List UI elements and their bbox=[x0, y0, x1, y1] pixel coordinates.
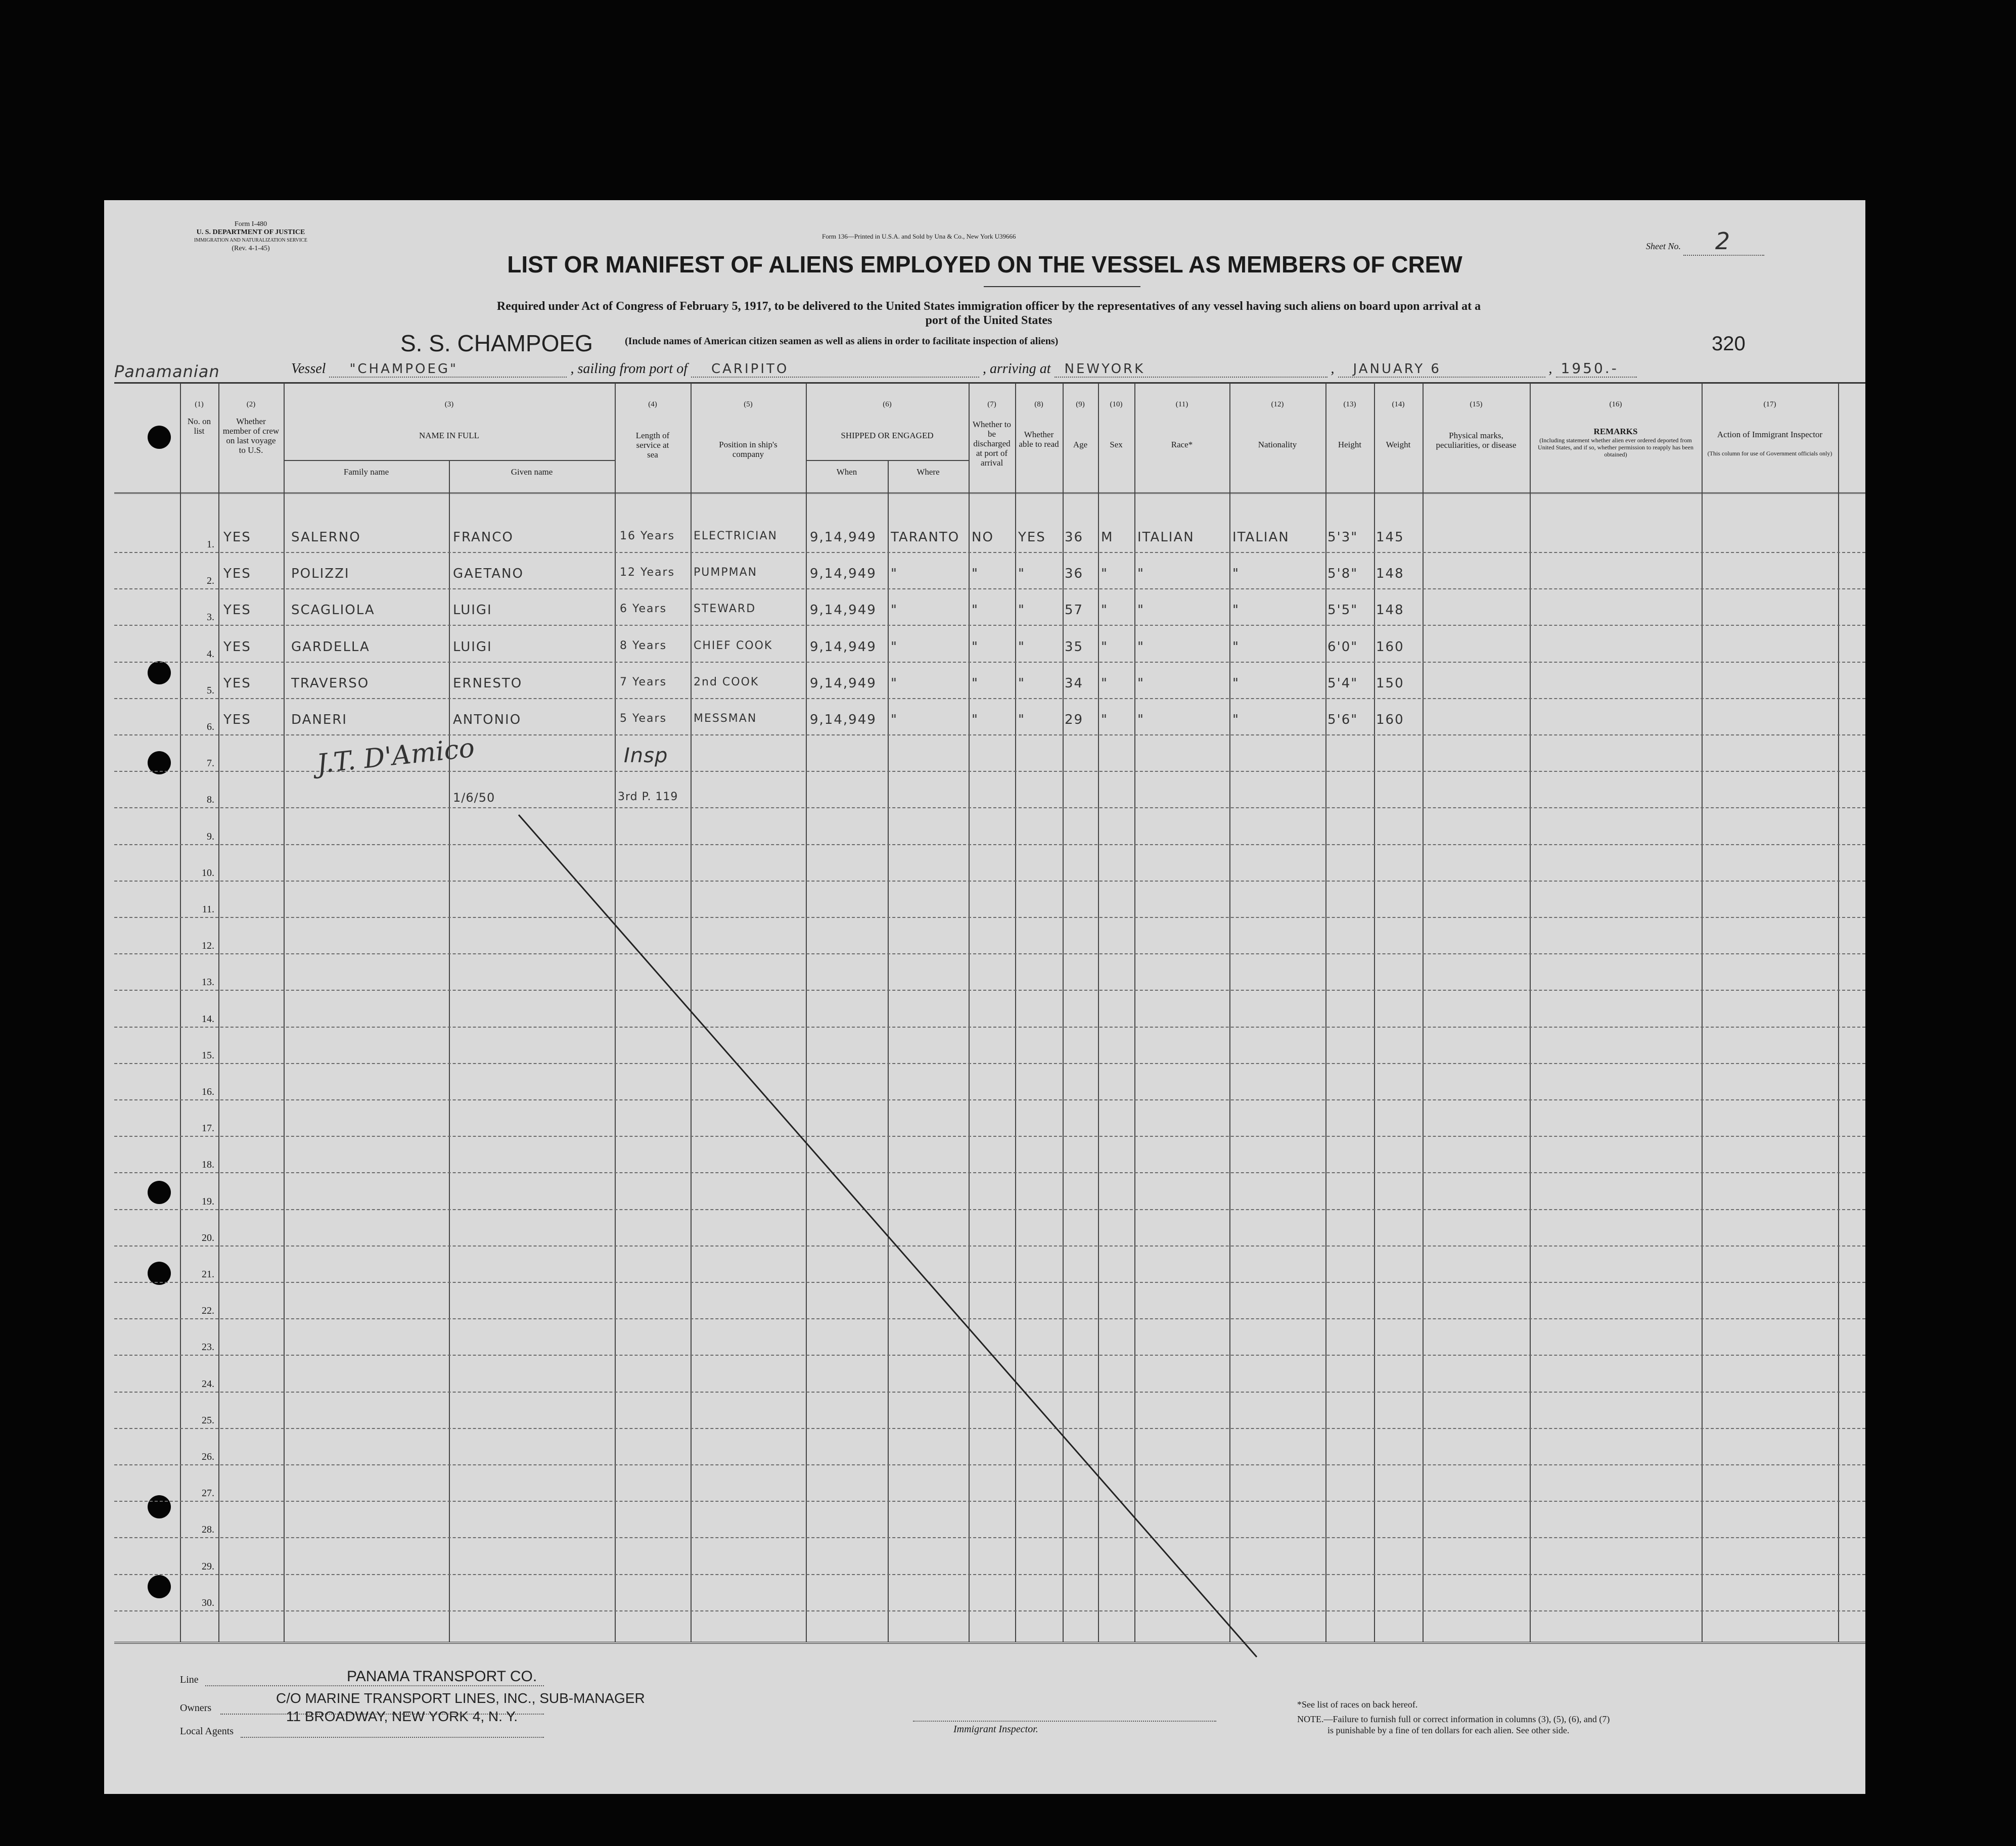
row-number: 19. bbox=[202, 1195, 214, 1207]
crew-prev-voyage[interactable]: YES bbox=[223, 712, 251, 727]
line-dots bbox=[205, 1685, 544, 1686]
crew-shipped-where[interactable]: " bbox=[891, 566, 898, 582]
crew-discharge[interactable]: " bbox=[972, 603, 979, 618]
crew-nationality[interactable]: " bbox=[1232, 603, 1240, 618]
row-number: 6. bbox=[207, 721, 214, 732]
crew-prev-voyage[interactable]: YES bbox=[223, 675, 251, 691]
crew-nationality[interactable]: " bbox=[1232, 712, 1240, 727]
line-value: PANAMA TRANSPORT CO. bbox=[347, 1668, 537, 1685]
stamp-number: 320 bbox=[1712, 333, 1746, 355]
crew-position[interactable]: 2nd COOK bbox=[694, 675, 759, 688]
agents-label: Local Agents bbox=[180, 1726, 234, 1737]
crew-sex[interactable]: " bbox=[1101, 639, 1108, 655]
row-number: 30. bbox=[202, 1597, 214, 1608]
form-revision: (Rev. 4-1-45) bbox=[232, 245, 270, 252]
row-number: 26. bbox=[202, 1451, 214, 1462]
crew-height[interactable]: 5'6" bbox=[1327, 712, 1358, 727]
owners-label: Owners bbox=[180, 1702, 212, 1714]
row-number: 15. bbox=[202, 1049, 214, 1061]
crew-weight[interactable]: 145 bbox=[1376, 530, 1404, 545]
row-number: 29. bbox=[202, 1560, 214, 1572]
col-17-sub: (This column for use of Government officials only) bbox=[1707, 450, 1832, 457]
crew-height[interactable]: 5'8" bbox=[1327, 566, 1358, 582]
col-6-num: (6) bbox=[883, 400, 892, 408]
row-number: 8. bbox=[207, 794, 214, 806]
crew-shipped-where[interactable]: " bbox=[891, 603, 898, 618]
crew-read[interactable]: " bbox=[1018, 675, 1025, 691]
crew-given-name[interactable]: LUIGI bbox=[453, 639, 492, 655]
footer-note bbox=[1297, 1714, 1610, 1736]
crew-family-name[interactable]: POLIZZI bbox=[291, 566, 350, 582]
crew-race[interactable]: " bbox=[1137, 712, 1144, 727]
crew-read[interactable]: " bbox=[1018, 603, 1025, 618]
crew-shipped-when[interactable]: 9,14,949 bbox=[810, 530, 877, 545]
col-8-num: (8) bbox=[1034, 400, 1043, 408]
row-number: 25. bbox=[202, 1414, 214, 1426]
crew-read[interactable]: YES bbox=[1018, 530, 1046, 545]
row-number: 4. bbox=[207, 648, 214, 660]
department-name: U. S. DEPARTMENT OF JUSTICE bbox=[196, 228, 305, 236]
note-label: NOTE. bbox=[1297, 1714, 1324, 1724]
crew-sex[interactable]: " bbox=[1101, 603, 1108, 618]
crew-shipped-when[interactable]: 9,14,949 bbox=[810, 712, 877, 727]
crew-position[interactable]: ELECTRICIAN bbox=[694, 530, 777, 542]
col-16-label: REMARKS bbox=[1593, 427, 1638, 436]
col-9-label: Age bbox=[1073, 440, 1088, 449]
col-4-label: Length of service at sea bbox=[635, 431, 670, 459]
sheet-value[interactable]: 2 bbox=[1683, 227, 1764, 256]
col-14-num: (14) bbox=[1392, 400, 1405, 408]
row-number: 14. bbox=[202, 1013, 214, 1025]
crew-service[interactable]: 6 Years bbox=[620, 603, 667, 616]
vessel-label: Vessel bbox=[291, 361, 326, 377]
crew-position[interactable]: PUMPMAN bbox=[694, 566, 758, 579]
crew-given-name[interactable]: FRANCO bbox=[453, 530, 514, 545]
col-3-sub-given: Given name bbox=[511, 467, 553, 477]
crew-shipped-when[interactable]: 9,14,949 bbox=[810, 603, 877, 618]
voyage-line: Vessel "CHAMPOEG" , sailing from port of CARIPITO , arriving at NEWYORK , JANUARY 6 , 1950.- bbox=[291, 360, 1808, 378]
col-13-num: (13) bbox=[1343, 400, 1356, 408]
requirement-line-1: Required under Act of Congress of February 5, 1917, to be delivered to the United States immigration officer by the representatives of any vessel having such aliens on board upon arrival at a bbox=[496, 300, 1481, 313]
cancel-line bbox=[104, 200, 1865, 1794]
row-number: 24. bbox=[202, 1378, 214, 1390]
row-number: 28. bbox=[202, 1524, 214, 1536]
crew-race[interactable]: " bbox=[1137, 675, 1144, 691]
crew-shipped-when[interactable]: 9,14,949 bbox=[810, 639, 877, 655]
crew-shipped-where[interactable]: " bbox=[891, 639, 898, 655]
col-17-label: Action of Immigrant Inspector bbox=[1717, 430, 1823, 439]
crew-sex[interactable]: " bbox=[1101, 566, 1108, 582]
note-text-2: is punishable by a fine of ten dollars for each alien. See other side. bbox=[1327, 1725, 1570, 1735]
row-number: 22. bbox=[202, 1305, 214, 1317]
col-11-num: (11) bbox=[1175, 400, 1188, 408]
crew-service[interactable]: 12 Years bbox=[620, 566, 675, 579]
crew-family-name[interactable]: SALERNO bbox=[291, 530, 361, 545]
col-17-num: (17) bbox=[1763, 400, 1776, 408]
col-3-sub-family: Family name bbox=[343, 467, 389, 477]
year-value[interactable]: 1950.- bbox=[1556, 360, 1637, 378]
inspector-label: Immigrant Inspector. bbox=[953, 1724, 1038, 1735]
crew-discharge[interactable]: " bbox=[972, 566, 979, 582]
owners-value-2: 11 BROADWAY, NEW YORK 4, N. Y. bbox=[286, 1709, 518, 1724]
crew-race[interactable]: " bbox=[1137, 566, 1144, 582]
crew-sex[interactable]: " bbox=[1101, 712, 1108, 727]
col-2-num: (2) bbox=[246, 400, 256, 408]
crew-shipped-when[interactable]: 9,14,949 bbox=[810, 675, 877, 691]
col-8-label: Whether able to read bbox=[1019, 430, 1059, 449]
col-14-label: Weight bbox=[1386, 440, 1411, 449]
crew-position[interactable]: MESSMAN bbox=[694, 712, 757, 725]
row-number: 13. bbox=[202, 977, 214, 988]
crew-prev-voyage[interactable]: YES bbox=[223, 566, 251, 582]
crew-age[interactable]: 34 bbox=[1065, 675, 1084, 691]
col-10-label: Sex bbox=[1110, 440, 1123, 449]
crew-discharge[interactable]: " bbox=[972, 712, 979, 727]
crew-weight[interactable]: 160 bbox=[1376, 639, 1404, 655]
col-7-num: (7) bbox=[987, 400, 996, 408]
col-13-label: Height bbox=[1338, 440, 1362, 449]
crew-prev-voyage[interactable]: YES bbox=[223, 639, 251, 655]
col-12-label: Nationality bbox=[1258, 440, 1297, 449]
row-number: 20. bbox=[202, 1232, 214, 1243]
col-5-num: (5) bbox=[744, 400, 753, 408]
crew-age[interactable]: 36 bbox=[1065, 566, 1084, 582]
crew-given-name[interactable]: GAETANO bbox=[453, 566, 524, 582]
row-number: 16. bbox=[202, 1086, 214, 1097]
flag-handwritten: Panamanian bbox=[114, 362, 220, 381]
page-title: LIST OR MANIFEST OF ALIENS EMPLOYED ON THE VESSEL AS MEMBERS OF CREW bbox=[507, 251, 1462, 278]
crew-service[interactable]: 7 Years bbox=[620, 675, 667, 688]
crew-sex[interactable]: M bbox=[1101, 530, 1114, 545]
crew-shipped-where[interactable]: " bbox=[891, 712, 898, 727]
row-number: 12. bbox=[202, 940, 214, 952]
row-number: 3. bbox=[207, 612, 214, 623]
crew-nationality[interactable]: " bbox=[1232, 566, 1240, 582]
col-3-label: NAME IN FULL bbox=[419, 431, 479, 440]
crew-age[interactable]: 29 bbox=[1065, 712, 1084, 727]
line-label: Line bbox=[180, 1674, 199, 1685]
inspection-ref: 3rd P. 119 bbox=[618, 791, 678, 803]
crew-weight[interactable]: 148 bbox=[1376, 603, 1404, 618]
col-3-num: (3) bbox=[444, 400, 454, 408]
crew-height[interactable]: 5'5" bbox=[1327, 603, 1358, 618]
crew-prev-voyage[interactable]: YES bbox=[223, 603, 251, 618]
crew-family-name[interactable]: GARDELLA bbox=[291, 639, 370, 655]
crew-age[interactable]: 57 bbox=[1065, 603, 1084, 618]
crew-shipped-when[interactable]: 9,14,949 bbox=[810, 566, 877, 582]
requirement-line-2: port of the United States bbox=[925, 314, 1052, 327]
col-4-num: (4) bbox=[648, 400, 657, 408]
row-number: 10. bbox=[202, 867, 214, 879]
note-text-1: —Failure to furnish full or correct information in columns (3), (5), (6), and (7) bbox=[1323, 1714, 1610, 1724]
sheet-label: Sheet No. bbox=[1646, 241, 1681, 251]
row-number: 5. bbox=[207, 684, 214, 696]
col-6-sub-when: When bbox=[836, 467, 857, 477]
row-number: 2. bbox=[207, 575, 214, 587]
col-7-label: Whether to be discharged at port of arrival bbox=[973, 420, 1011, 468]
col-11-label: Race* bbox=[1171, 440, 1193, 449]
crew-read[interactable]: " bbox=[1018, 712, 1025, 727]
crew-position[interactable]: STEWARD bbox=[694, 603, 756, 616]
arriving-label: , arriving at bbox=[982, 361, 1051, 377]
row-number: 9. bbox=[207, 830, 214, 842]
crew-nationality[interactable]: " bbox=[1232, 639, 1240, 655]
crew-weight[interactable]: 160 bbox=[1376, 712, 1404, 727]
crew-height[interactable]: 5'4" bbox=[1327, 675, 1358, 691]
col-2-label: Whether member of crew on last voyage to U.S. bbox=[222, 417, 280, 455]
crew-race[interactable]: " bbox=[1137, 639, 1144, 655]
crew-race[interactable]: ITALIAN bbox=[1137, 530, 1195, 545]
crew-discharge[interactable]: " bbox=[972, 639, 979, 655]
col-1-num: (1) bbox=[195, 400, 204, 408]
col-9-num: (9) bbox=[1076, 400, 1085, 408]
row-number: 21. bbox=[202, 1269, 214, 1280]
col-16-sub: (Including statement whether alien ever ordered deported from United States, and if so, whether permission to reapply has been obtained) bbox=[1538, 437, 1693, 458]
vessel-value[interactable]: "CHAMPOEG" bbox=[329, 361, 567, 378]
col-1-label: No. on list bbox=[187, 417, 211, 436]
crew-family-name[interactable]: SCAGLIOLA bbox=[291, 603, 375, 618]
row-number: 11. bbox=[202, 904, 214, 915]
col-6-sub-where: Where bbox=[917, 467, 940, 477]
inspection-insp: Insp bbox=[624, 744, 668, 767]
date-value[interactable]: JANUARY 6 bbox=[1338, 361, 1545, 378]
footer-line bbox=[180, 1674, 199, 1686]
crew-nationality[interactable]: ITALIAN bbox=[1232, 530, 1290, 545]
crew-height[interactable]: 5'3" bbox=[1327, 530, 1358, 545]
col-6-label: SHIPPED OR ENGAGED bbox=[841, 431, 934, 440]
crew-shipped-where[interactable]: TARANTO bbox=[891, 530, 960, 545]
arriving-value[interactable]: NEWYORK bbox=[1055, 361, 1327, 378]
race-note: *See list of races on back hereof. bbox=[1297, 1699, 1418, 1710]
sailing-label: , sailing from port of bbox=[570, 361, 688, 377]
crew-race[interactable]: " bbox=[1137, 603, 1144, 618]
crew-prev-voyage[interactable]: YES bbox=[223, 530, 251, 545]
service-name: IMMIGRATION AND NATURALIZATION SERVICE bbox=[194, 238, 307, 243]
printer-note: Form 136—Printed in U.S.A. and Sold by Una & Co., New York U39666 bbox=[822, 233, 1016, 240]
col-10-num: (10) bbox=[1110, 400, 1123, 408]
row-number: 1. bbox=[207, 539, 214, 550]
agents-dots bbox=[241, 1737, 544, 1738]
crew-family-name[interactable]: TRAVERSO bbox=[291, 675, 370, 691]
crew-read[interactable]: " bbox=[1018, 639, 1025, 655]
col-15-label: Physical marks, peculiarities, or disease bbox=[1436, 431, 1517, 450]
crew-given-name[interactable]: ERNESTO bbox=[453, 675, 523, 691]
ship-stamp: S. S. CHAMPOEG bbox=[400, 330, 593, 356]
crew-nationality[interactable]: " bbox=[1232, 675, 1240, 691]
crew-shipped-where[interactable]: " bbox=[891, 675, 898, 691]
crew-height[interactable]: 6'0" bbox=[1327, 639, 1358, 655]
crew-given-name[interactable]: LUIGI bbox=[453, 603, 492, 618]
crew-service[interactable]: 8 Years bbox=[620, 639, 667, 652]
col-5-label: Position in ship's company bbox=[719, 440, 777, 459]
include-note: (Include names of American citizen seamen as well as aliens in order to facilitate inspection of aliens) bbox=[625, 336, 1059, 347]
inspector-signature: J.T. D'Amico bbox=[315, 732, 476, 780]
crew-discharge[interactable]: NO bbox=[972, 530, 994, 545]
col-16-num: (16) bbox=[1609, 400, 1622, 408]
crew-age[interactable]: 35 bbox=[1065, 639, 1084, 655]
crew-service[interactable]: 16 Years bbox=[620, 530, 675, 542]
crew-service[interactable]: 5 Years bbox=[620, 712, 667, 725]
inspection-date: 1/6/50 bbox=[453, 791, 495, 805]
manifest-sheet bbox=[104, 200, 1865, 1794]
crew-family-name[interactable]: DANERI bbox=[291, 712, 347, 727]
inspector-rule bbox=[913, 1721, 1216, 1722]
crew-discharge[interactable]: " bbox=[972, 675, 979, 691]
row-number: 17. bbox=[202, 1123, 214, 1134]
owners-value-1: C/O MARINE TRANSPORT LINES, INC., SUB-MANAGER bbox=[276, 1690, 645, 1706]
form-id: Form I-480 bbox=[234, 220, 267, 228]
crew-sex[interactable]: " bbox=[1101, 675, 1108, 691]
col-15-num: (15) bbox=[1470, 400, 1483, 408]
crew-weight[interactable]: 148 bbox=[1376, 566, 1404, 582]
row-number: 23. bbox=[202, 1342, 214, 1353]
crew-position[interactable]: CHIEF COOK bbox=[694, 639, 773, 652]
crew-given-name[interactable]: ANTONIO bbox=[453, 712, 522, 727]
row-number: 27. bbox=[202, 1488, 214, 1499]
col-12-num: (12) bbox=[1271, 400, 1284, 408]
sailing-value[interactable]: CARIPITO bbox=[691, 361, 979, 378]
row-number: 18. bbox=[202, 1159, 214, 1171]
row-number: 7. bbox=[207, 758, 214, 769]
crew-weight[interactable]: 150 bbox=[1376, 675, 1404, 691]
crew-read[interactable]: " bbox=[1018, 566, 1025, 582]
crew-age[interactable]: 36 bbox=[1065, 530, 1084, 545]
